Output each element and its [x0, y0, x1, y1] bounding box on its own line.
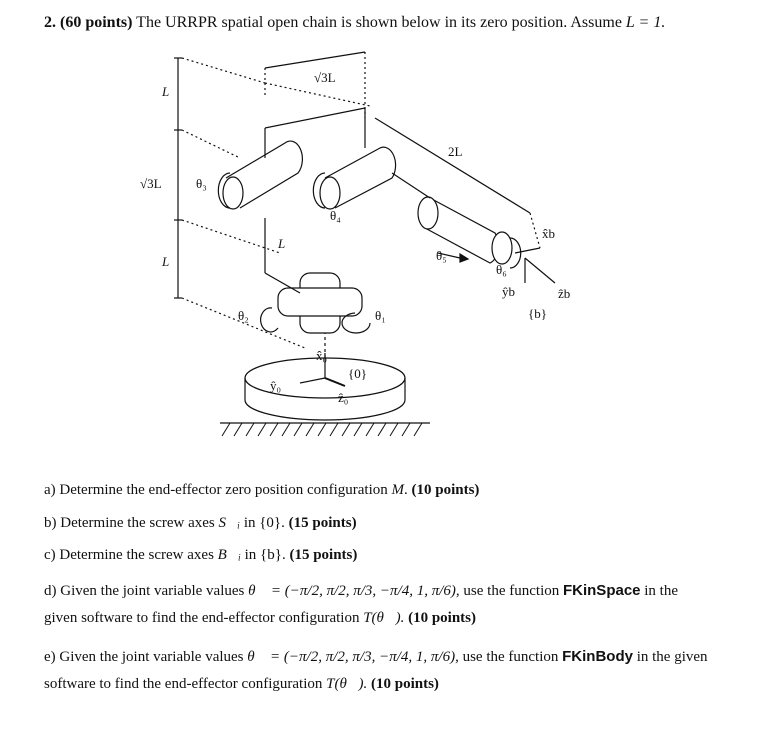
question-e-theta: θ⃗ = (−π/2, π/2, π/3, −π/4, 1, π/6) [247, 649, 456, 665]
label-yb: ŷb [502, 284, 515, 299]
question-e [44, 648, 708, 666]
problem-points: (60 points) [60, 14, 133, 31]
question-c-text: c) Determine the screw axes [44, 547, 214, 563]
question-d [44, 582, 678, 600]
label-frameb: {b} [528, 306, 547, 321]
question-c-points: (15 points) [289, 547, 358, 563]
question-a-text: a) Determine the end-effector zero position configuration [44, 482, 388, 498]
question-a [44, 482, 479, 499]
label-xb: x̂b [542, 226, 555, 241]
question-b-points: (15 points) [288, 515, 357, 531]
label-theta2: θ₂ [238, 308, 249, 323]
cylinder-joint-3 [223, 141, 302, 209]
question-e-line2 [44, 676, 439, 693]
question-d-text: d) Given the joint variable values [44, 583, 245, 599]
question-a-symbol: M [391, 482, 404, 498]
question-b-symbol: S⃗ᵢ [218, 515, 241, 531]
question-d-post: in the [644, 583, 679, 599]
label-theta6: θ₆ [496, 262, 507, 277]
label-sqrt3L-top: √3L [314, 70, 336, 85]
question-c [44, 547, 357, 564]
label-theta4: θ₄ [330, 208, 341, 223]
label-sqrt3L-left: √3L [140, 176, 162, 191]
question-d-mid: , use the function [455, 583, 560, 599]
question-d-points: (10 points) [408, 610, 477, 626]
universal-joint-horizontal [278, 288, 362, 316]
question-b-post: in {0}. [243, 515, 285, 531]
label-y0: ŷ₀ [270, 378, 282, 393]
label-theta3: θ₃ [196, 176, 207, 191]
problem-statement [44, 14, 665, 32]
question-e-mid: , use the function [455, 649, 559, 665]
label-L-mid: L [278, 236, 286, 251]
question-a-points: (10 points) [411, 482, 480, 498]
question-b-text: b) Determine the screw axes [44, 515, 215, 531]
question-e-post: in the given [636, 649, 708, 665]
question-c-symbol: B⃗ᵢ [217, 547, 241, 563]
base-body [245, 378, 405, 420]
question-e-function: FKinBody [562, 648, 633, 665]
problem-assumption: L = 1. [625, 14, 666, 31]
question-d-line2 [44, 610, 476, 627]
question-e-line2-text: software to find the end-effector configuration [44, 676, 323, 692]
question-e-symbol: T(θ⃗). [326, 676, 368, 692]
robot-figure [130, 48, 610, 450]
label-x0: x̂₀ [316, 348, 328, 363]
question-d-line2-text: given software to find the end-effector configuration [44, 610, 360, 626]
question-d-symbol: T(θ⃗). [363, 610, 405, 626]
problem-number: 2. [44, 14, 56, 31]
label-2L: 2L [448, 144, 463, 159]
question-c-post: in {b}. [244, 547, 286, 563]
cylinder-joint-5 [418, 197, 512, 264]
label-L-top: L [162, 84, 170, 99]
question-a-post: . [404, 482, 408, 498]
problem-text: The URRPR spatial open chain is shown below in its zero position. Assume [136, 14, 622, 31]
label-L-bottom: L [162, 254, 170, 269]
question-e-points: (10 points) [371, 676, 439, 692]
label-zb: ẑb [558, 286, 571, 301]
label-theta5: θ₅ [436, 248, 447, 263]
cylinder-joint-4 [320, 147, 396, 209]
question-d-function: FKinSpace [562, 582, 641, 599]
label-theta1: θ₁ [375, 308, 386, 323]
label-z0: ẑ₀ [338, 390, 349, 405]
label-frame0: {0} [348, 366, 367, 381]
question-e-text: e) Given the joint variable values [44, 649, 244, 665]
question-d-theta: θ⃗ = (−π/2, π/2, π/3, −π/4, 1, π/6) [248, 583, 456, 599]
question-b [44, 515, 357, 532]
